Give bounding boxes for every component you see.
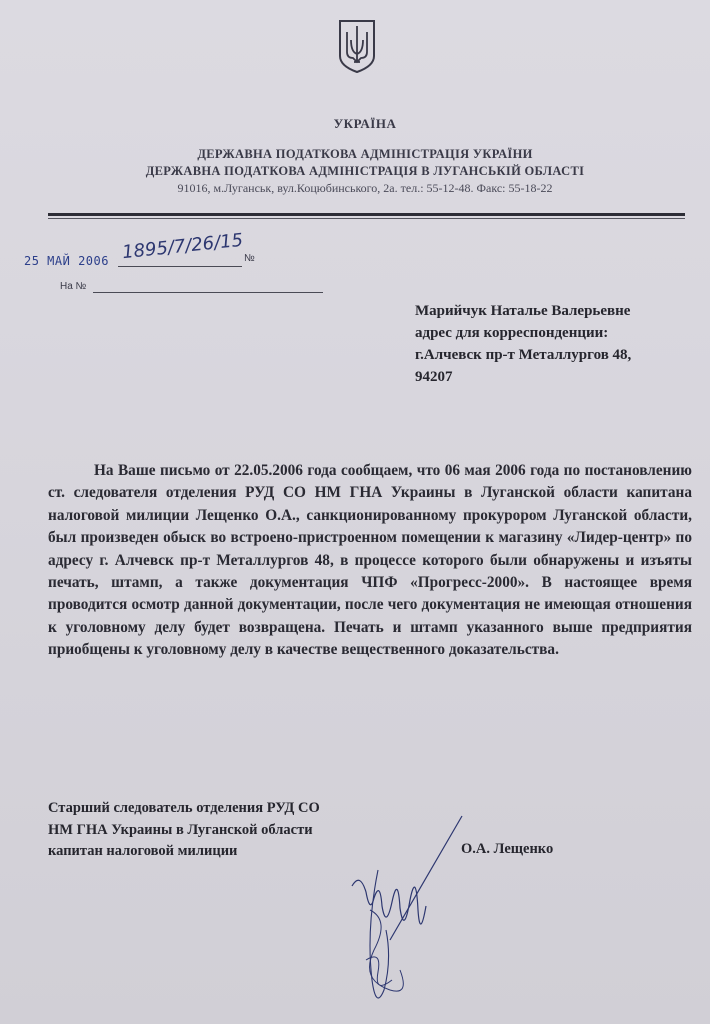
handwritten-signature xyxy=(330,810,480,1020)
signer-title-line-3: капитан налоговой милиции xyxy=(48,843,238,859)
signer-title-line-2: НМ ГНА Украины в Луганской области xyxy=(48,821,313,838)
registration-number: 1895/7/26/15 xyxy=(121,229,245,264)
date-stamp: 25 МАЙ 2006 xyxy=(24,254,109,268)
organization-line-2: ДЕРЖАВНА ПОДАТКОВА АДМІНІСТРАЦІЯ В ЛУГАНСЬКІЙ ОБЛАСТІ xyxy=(145,164,585,178)
signer-title-line-1: Старший следователь отделения РУД СО xyxy=(48,800,320,816)
reply-to-underline xyxy=(93,292,323,293)
organization-address: 91016, м.Луганськ, вул.Коцюбинського, 2а. тел.: 55-12-48. Факс: 55-18-22 xyxy=(177,181,553,195)
signer-name: О.А. Лещенко xyxy=(461,841,554,857)
reply-to-label: На № xyxy=(60,281,87,292)
header-rule-thick xyxy=(48,213,685,216)
addressee-street: г.Алчевск пр-т Металлургов 48, xyxy=(415,347,632,363)
number-sign: № xyxy=(244,253,255,264)
addressee-block xyxy=(415,300,631,388)
addressee-address-label: адрес для корреспонденции: xyxy=(415,325,609,341)
addressee-name: Марийчук Наталье Валерьевне xyxy=(415,303,631,319)
trident-emblem-icon xyxy=(337,18,377,74)
letter-body: На Ваше письмо от 22.05.2006 года сообщаем, что 06 мая 2006 года по постановлению ст. следователя отделения РУД СО НМ ГНА Украины в Луганской области капитана налоговой милиции Лещенко О.А., санкционированному прокурором Луганской области, был произведен обыск во встроено-пристроенном помещении к магазину «Лидер-центр» по адресу г. Алчевск пр-т Металлургов 48, в процессе которого были обнаружены и изъяты печать, штамп, а также документация ЧПФ «Прогресс-2000». В настоящее время проводится осмотр данной документации, после чего документация не имеющая отношения к уголовному делу будет возвращена. Печать и штамп указанного выше предприятия приобщены к уголовному делу в качестве вещественного доказательства. xyxy=(48,462,692,659)
organization-line-1: ДЕРЖАВНА ПОДАТКОВА АДМІНІСТРАЦІЯ УКРАЇНИ xyxy=(197,147,533,161)
country-title: УКРАЇНА xyxy=(333,116,397,131)
header-rule-thin xyxy=(48,218,685,219)
number-underline xyxy=(118,266,242,267)
signer-title-block xyxy=(48,798,320,863)
addressee-postcode: 94207 xyxy=(415,369,453,385)
